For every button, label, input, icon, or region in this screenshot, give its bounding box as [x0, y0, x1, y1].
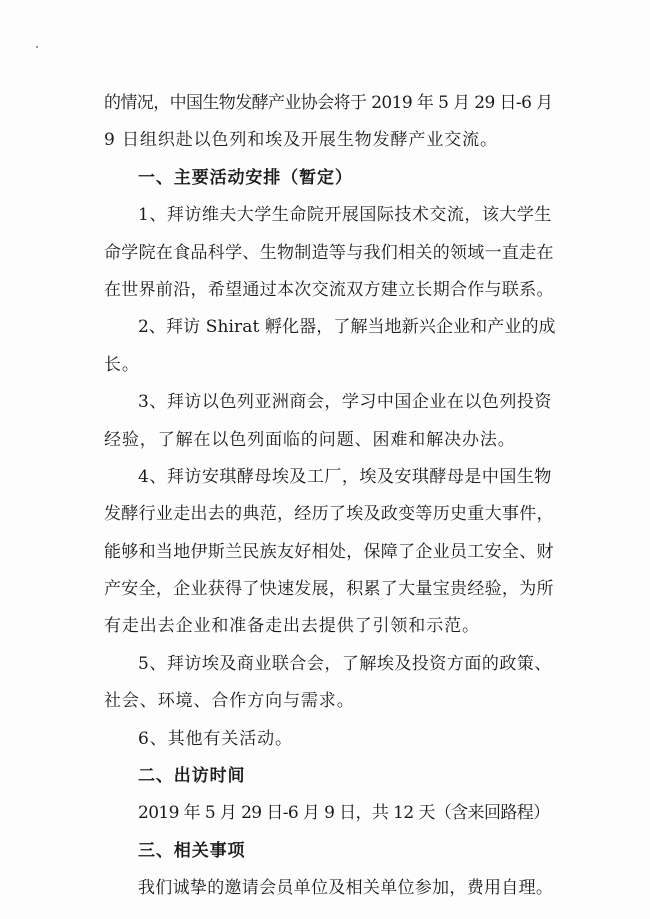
item-5-line-1: 5、拜访埃及商业联合会，了解埃及投资方面的政策、: [138, 653, 552, 674]
scan-speck: [36, 46, 38, 48]
item-6-line-1: 6、其他有关活动。: [138, 728, 293, 749]
section-heading-related-matters: 三、相关事项: [138, 840, 246, 861]
item-4-line-3: 能够和当地伊斯兰民族友好相处，保障了企业员工安全、财: [104, 541, 554, 562]
section-heading-visit-time: 二、出访时间: [138, 766, 246, 787]
item-2-line-1: 2、拜访 Shirat 孵化器，了解当地新兴企业和产业的成: [138, 317, 556, 338]
item-3-line-1: 3、拜访以色列亚洲商会，学习中国企业在以色列投资: [138, 392, 552, 413]
item-4-line-1: 4、拜访安琪酵母埃及工厂，埃及安琪酵母是中国生物: [138, 466, 552, 487]
item-2-line-2: 长。: [104, 354, 140, 375]
item-4-line-2: 发酵行业走出去的典范，经历了埃及政变等历史重大事件，: [104, 504, 554, 525]
item-4-line-5: 有走出去企业和准备走出去提供了引领和示范。: [104, 616, 480, 637]
document-body: [104, 85, 556, 908]
item-3-line-2: 经验，了解在以色列面临的问题、困难和解决办法。: [104, 429, 516, 450]
paragraph-intro-line-2: 9 日组织赴以色列和埃及开展生物发酵产业交流。: [104, 130, 498, 151]
item-1-line-2: 命学院在食品科学、生物制造等与我们相关的领域一直走在: [104, 242, 554, 263]
item-1-line-1: 1、拜访维夫大学生命院开展国际技术交流，该大学生: [138, 205, 552, 226]
section-heading-activities: 一、主要活动安排（暂定）: [138, 167, 353, 188]
paragraph-intro-line-1: 的情况，中国生物发酵产业协会将于 2019 年 5 月 29 日-6 月: [104, 93, 553, 113]
related-matters-text: 我们诚挚的邀请会员单位及相关单位参加，费用自理。: [138, 878, 554, 899]
item-4-line-4: 产安全，企业获得了快速发展，积累了大量宝贵经验，为所: [104, 579, 554, 600]
visit-time-text: 2019 年 5 月 29 日-6 月 9 日，共 12 天（含来回路程）: [138, 803, 550, 824]
item-5-line-2: 社会、环境、合作方向与需求。: [104, 691, 355, 712]
item-1-line-3: 在世界前沿，希望通过本次交流双方建立长期合作与联系。: [104, 279, 554, 300]
